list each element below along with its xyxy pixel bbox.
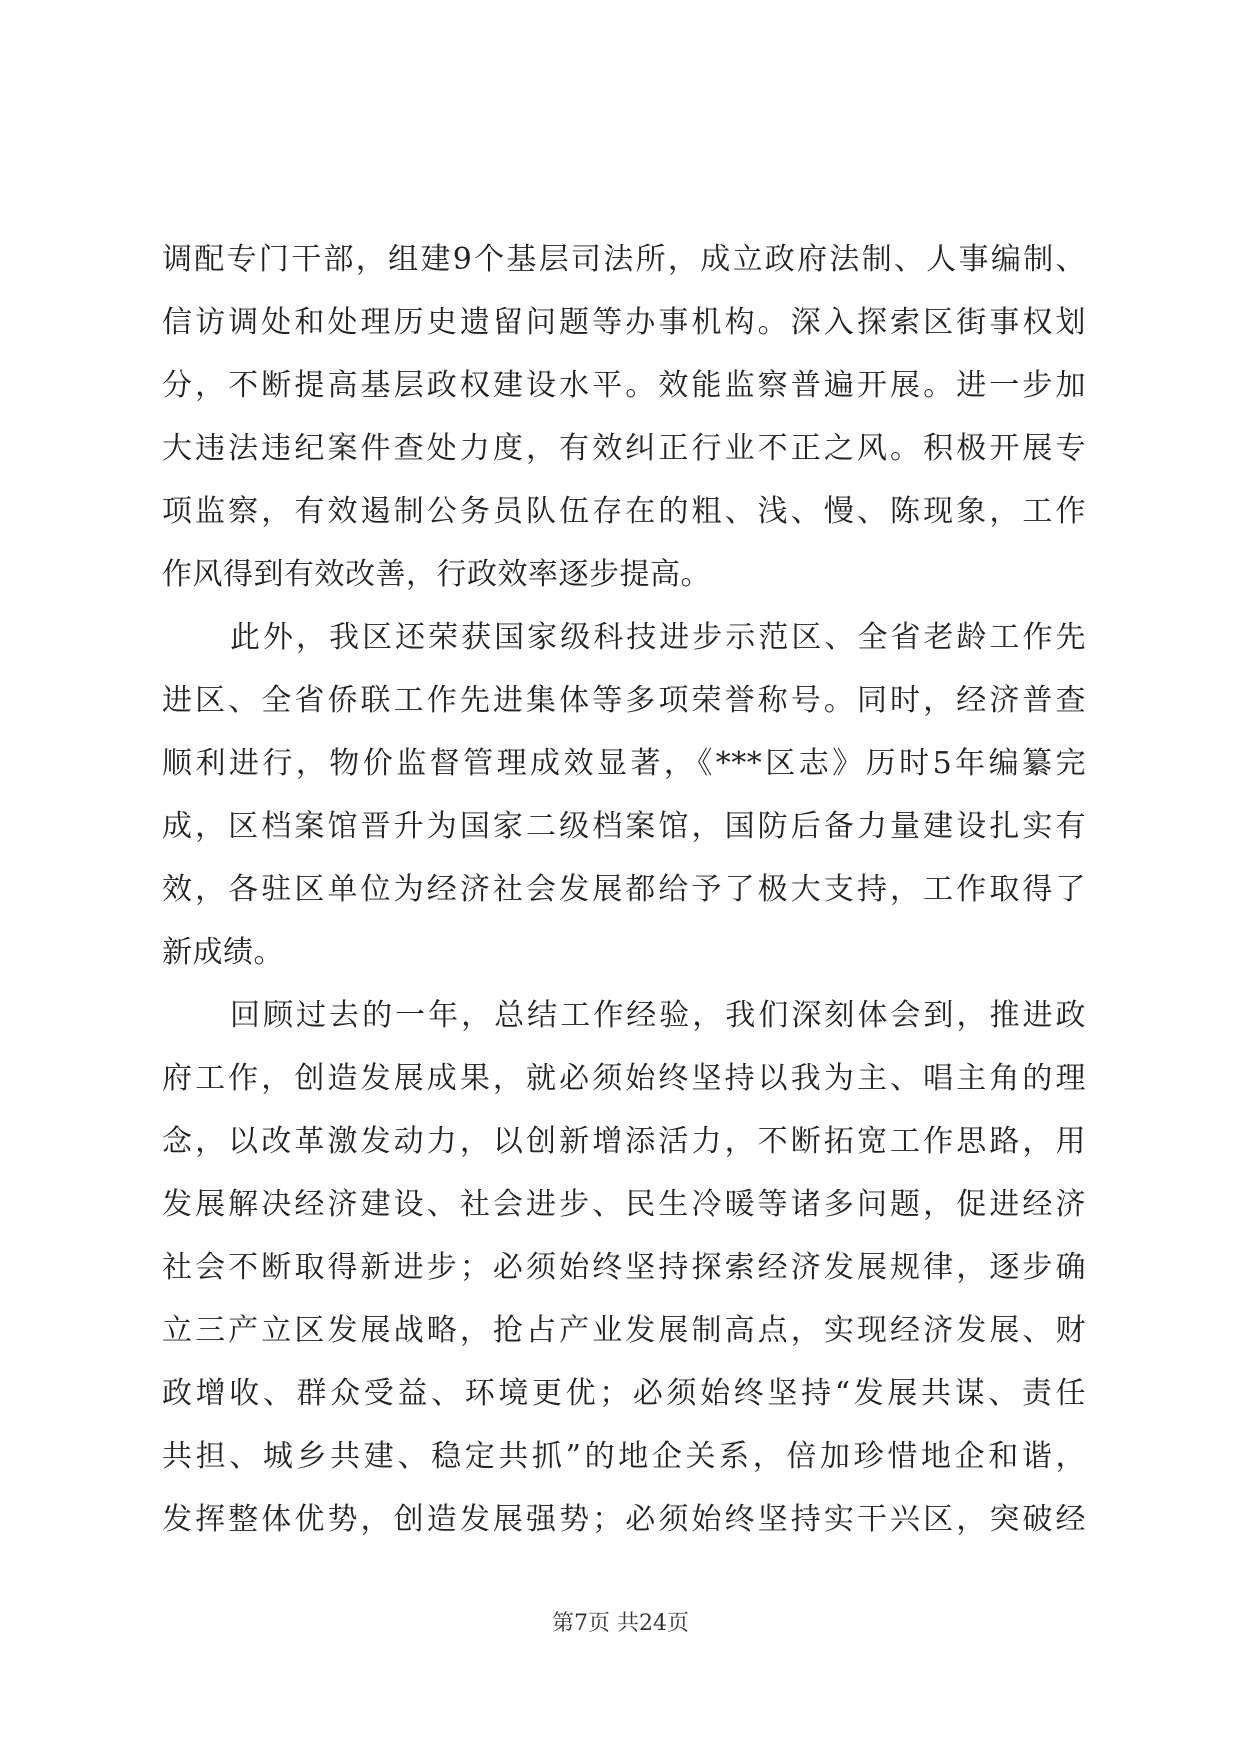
text-line: 共担、城乡共建、稳定共抓”的地企关系，倍加珍惜地企和谐，: [162, 1439, 1086, 1474]
text-line: 念，以改革激发动力，以创新增添活力，不断拓宽工作思路，用: [162, 1124, 1086, 1159]
text-line: 府工作，创造发展成果，就必须始终坚持以我为主、唱主角的理: [162, 1061, 1086, 1096]
text-line: 社会不断取得新进步；必须始终坚持探索经济发展规律，逐步确: [162, 1250, 1086, 1285]
text-line: 项监察，有效遏制公务员队伍存在的粗、浅、慢、陈现象，工作: [162, 494, 1086, 529]
text-line: 作风得到有效改善，行政效率逐步提高。: [162, 557, 711, 592]
text-line: 发展解决经济建设、社会进步、民生冷暖等诸多问题，促进经济: [162, 1187, 1086, 1222]
text-line: 调配专门干部，组建9个基层司法所，成立政府法制、人事编制、: [162, 242, 1086, 277]
document-body: [162, 228, 1086, 1551]
paragraph-3: [162, 984, 1086, 1551]
text-line: 顺利进行，物价监督管理成效显著，《***区志》历时5年编纂完: [162, 746, 1086, 781]
text-line: 此外，我区还荣获国家级科技进步示范区、全省老龄工作先: [230, 620, 1086, 655]
text-line: 分，不断提高基层政权建设水平。效能监察普遍开展。进一步加: [162, 368, 1086, 403]
page-number-footer: 第7页 共24页: [552, 1611, 689, 1636]
text-line: 效，各驻区单位为经济社会发展都给予了极大支持，工作取得了: [162, 872, 1086, 907]
paragraph-2: [162, 606, 1086, 984]
text-line: 政增收、群众受益、环境更优；必须始终坚持“发展共谋、责任: [162, 1376, 1086, 1411]
text-line: 大违法违纪案件查处力度，有效纠正行业不正之风。积极开展专: [162, 431, 1086, 466]
text-line: 回顾过去的一年，总结工作经验，我们深刻体会到，推进政: [230, 998, 1086, 1033]
text-line: 新成绩。: [162, 935, 284, 970]
text-line: 成，区档案馆晋升为国家二级档案馆，国防后备力量建设扎实有: [162, 809, 1086, 844]
text-line: 进区、全省侨联工作先进集体等多项荣誉称号。同时，经济普查: [162, 683, 1086, 718]
text-line: 信访调处和处理历史遗留问题等办事机构。深入探索区街事权划: [162, 305, 1086, 340]
text-line: 立三产立区发展战略，抢占产业发展制高点，实现经济发展、财: [162, 1313, 1086, 1348]
paragraph-1: [162, 228, 1086, 606]
text-line: 发挥整体优势，创造发展强势；必须始终坚持实干兴区，突破经: [162, 1502, 1086, 1537]
